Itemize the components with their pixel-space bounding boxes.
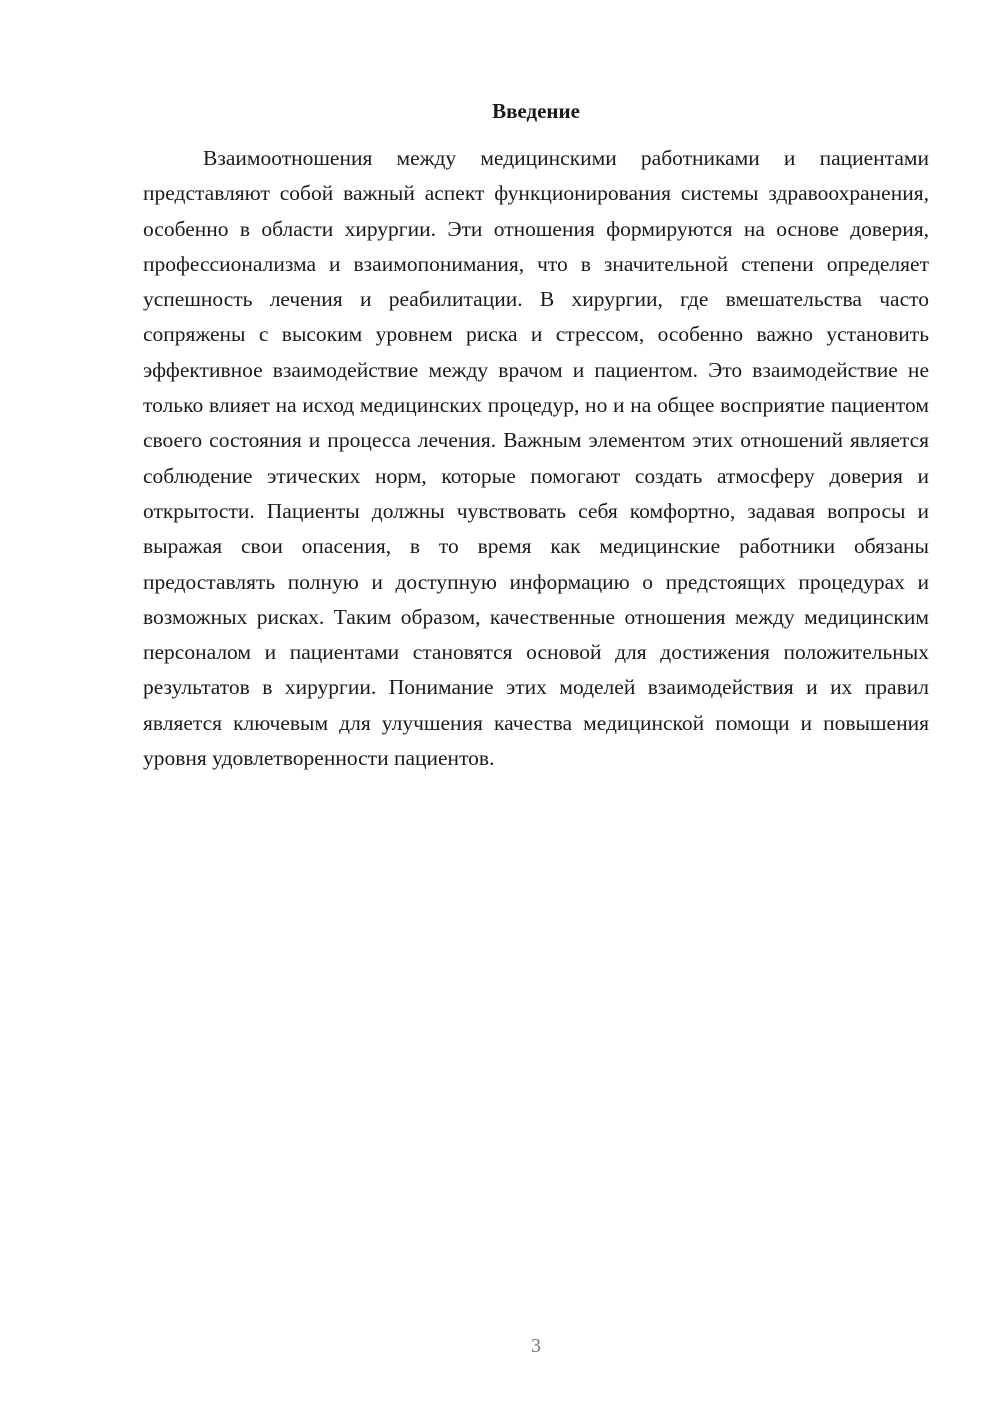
body-paragraph: Взаимоотношения между медицинскими работниками и пациентами представляют собой важный аспект функционирования системы здравоохранения, особенно в области хирургии. Эти отношения формируются на основе доверия, профессионализма и взаимопонимания, что в значительной степени определяет успешность лечения и реабилитации. В хирургии, где вмешательства часто сопряжены с высоким уровнем риска и стрессом, особенно важно установить эффективное взаимодействие между врачом и пациентом. Это взаимодействие не только влияет на исход медицинских процедур, но и на общее восприятие пациентом своего состояния и процесса лечения. Важным элементом этих отношений является соблюдение этических норм, которые помогают создать атмосферу доверия и открытости. Пациенты должны чувствовать себя комфортно, задавая вопросы и выражая свои опасения, в то время как медицинские работники обязаны предоставлять полную и доступную информацию о предстоящих процедурах и возможных рисках. Таким образом, качественные отношения между медицинским персоналом и пациентами становятся основой для достижения положительных результатов в хирургии. Понимание этих моделей взаимодействия и их правил является ключевым для улучшения качества медицинской помощи и повышения уровня удовлетворенности пациентов. bbox=[143, 146, 929, 771]
section-heading: Введение bbox=[492, 99, 580, 123]
page-number: 3 bbox=[531, 1335, 541, 1357]
